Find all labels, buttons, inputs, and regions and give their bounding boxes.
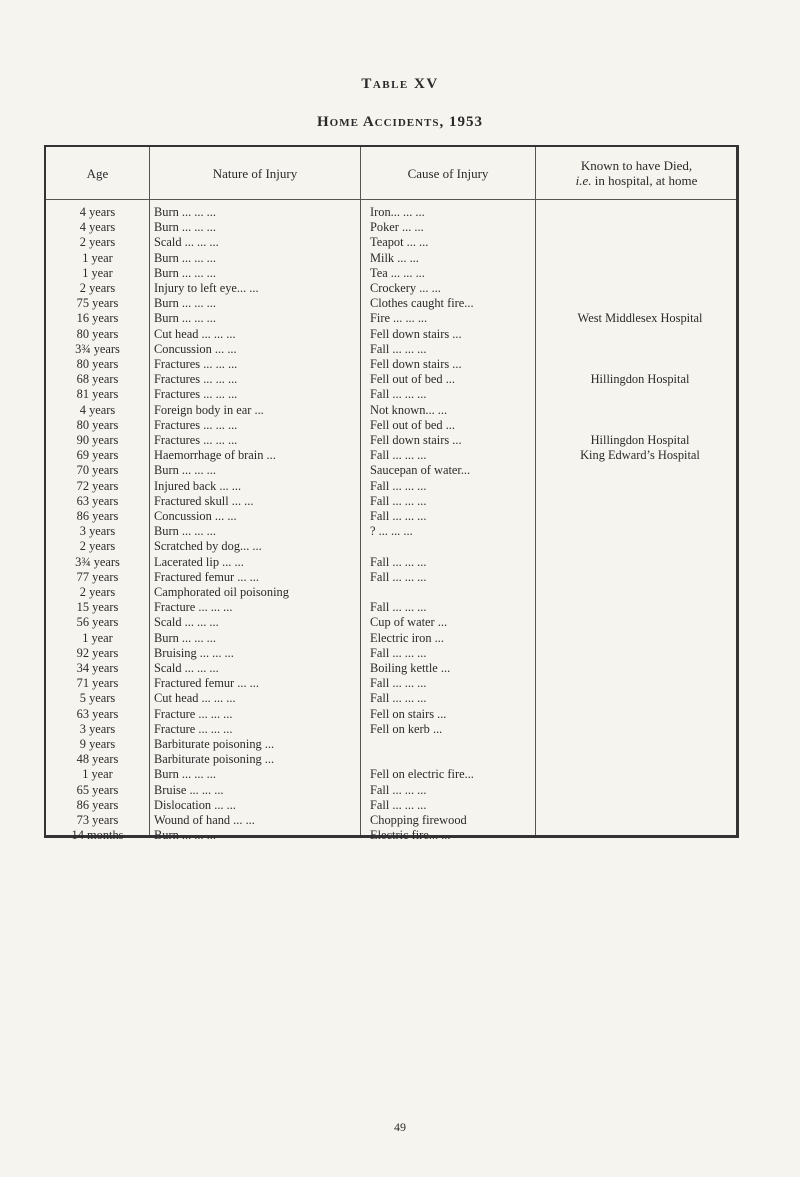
cell-age: 68 years [76, 372, 119, 387]
table-row [46, 494, 736, 509]
cell-nature-of-injury: Fractures ... ... ... [154, 357, 238, 371]
table-row [46, 661, 736, 676]
cell-nature-of-injury: Bruise ... ... ... [154, 782, 224, 797]
cell-nature-of-injury: Burn ... ... ... [154, 524, 216, 539]
table-row [46, 266, 736, 281]
cell-nature-of-injury: Burn ... ... ... [154, 311, 216, 326]
cell-nature-of-injury: Injury to left eye... ... [154, 281, 259, 295]
cell-cause-of-injury: Fell down stairs ... [370, 357, 462, 371]
cell-age: 90 years [76, 433, 119, 447]
cell-cause-of-injury: Iron... ... ... [370, 205, 425, 219]
cell-age: 5 years [79, 691, 116, 706]
cell-cause-of-injury: Fall ... ... ... [370, 387, 427, 402]
table-row [46, 448, 736, 463]
table-row [46, 707, 736, 722]
header-age: Age [86, 165, 109, 181]
cell-nature-of-injury: Bruising ... ... ... [154, 645, 234, 660]
cell-age: 3¾ years [75, 554, 120, 569]
cell-cause-of-injury: Fall ... ... ... [370, 600, 427, 615]
cell-nature-of-injury: Fractures ... ... ... [154, 372, 238, 387]
cell-age: 9 years [79, 737, 116, 751]
cell-age: 15 years [76, 600, 119, 615]
table-row [46, 463, 736, 478]
cell-nature-of-injury: Burn ... ... ... [154, 205, 216, 219]
cell-cause-of-injury: Fall ... ... ... [370, 341, 427, 356]
cell-cause-of-injury: Teapot ... ... [370, 235, 429, 250]
cell-cause-of-injury: Tea ... ... ... [370, 265, 425, 280]
table-row [46, 585, 736, 600]
cell-cause-of-injury: Fall ... ... ... [370, 448, 427, 463]
cell-nature-of-injury: Cut head ... ... ... [154, 326, 236, 341]
cell-nature-of-injury: Fracture ... ... ... [154, 600, 233, 615]
cell-cause-of-injury: Fall ... ... ... [370, 676, 427, 691]
cell-nature-of-injury: Fracture ... ... ... [154, 706, 233, 721]
cell-nature-of-injury: Foreign body in ear ... [154, 402, 264, 417]
cell-nature-of-injury: Wound of hand ... ... [154, 813, 255, 827]
cell-cause-of-injury: Fall ... ... ... [370, 493, 427, 508]
table-row [46, 372, 736, 387]
cell-nature-of-injury: Burn ... ... ... [154, 828, 216, 843]
cell-cause-of-injury: Fall ... ... ... [370, 797, 427, 812]
cell-cause-of-injury: Fell down stairs ... [370, 433, 462, 447]
cell-nature-of-injury: Burn ... ... ... [154, 220, 216, 235]
cell-age: 69 years [76, 448, 119, 463]
table-row [46, 798, 736, 813]
cell-age: 86 years [76, 509, 119, 523]
cell-nature-of-injury: Burn ... ... ... [154, 767, 216, 782]
table-row [46, 783, 736, 798]
cell-cause-of-injury: Electric fire... ... [370, 828, 451, 843]
table-row [46, 418, 736, 433]
cell-age: 2 years [79, 281, 116, 295]
cell-nature-of-injury: Scald ... ... ... [154, 661, 219, 675]
cell-cause-of-injury: Electric iron ... [370, 630, 444, 645]
cell-cause-of-injury: Fell out of bed ... [370, 372, 456, 387]
cell-age: 92 years [76, 645, 119, 660]
cell-age: 3 years [79, 524, 116, 539]
table-row [46, 767, 736, 782]
cell-nature-of-injury: Haemorrhage of brain ... [154, 448, 276, 463]
header-known-died [536, 147, 737, 199]
table-row [46, 615, 736, 630]
table-row [46, 479, 736, 494]
table-row [46, 251, 736, 266]
cell-nature-of-injury: Fractured skull ... ... [154, 493, 254, 508]
cell-cause-of-injury: Cup of water ... [370, 615, 448, 630]
cell-age: 72 years [76, 478, 119, 493]
table-row [46, 722, 736, 737]
table-row [46, 631, 736, 646]
cell-cause-of-injury: Not known... ... [370, 402, 448, 417]
header-ie: i.e. [575, 173, 592, 188]
header-known-died-rest: in hospital, at home [591, 173, 698, 188]
table-row [46, 524, 736, 539]
table-row [46, 676, 736, 691]
header-cause-of-injury: Cause of Injury [407, 165, 489, 181]
cell-cause-of-injury: Fire ... ... ... [370, 311, 428, 326]
cell-age: 65 years [76, 782, 119, 797]
cell-nature-of-injury: Lacerated lip ... ... [154, 554, 244, 569]
cell-nature-of-injury: Camphorated oil poisoning [154, 585, 289, 599]
table-subtitle: Home Accidents, 1953 [316, 114, 484, 130]
cell-cause-of-injury: Fall ... ... ... [370, 478, 427, 493]
table-row [46, 327, 736, 342]
table-row [46, 235, 736, 250]
cell-nature-of-injury: Concussion ... ... [154, 341, 237, 356]
table-row [46, 828, 736, 843]
cell-age: 1 year [82, 265, 113, 280]
table-row [46, 570, 736, 585]
cell-age: 2 years [79, 585, 116, 599]
cell-cause-of-injury: Fall ... ... ... [370, 554, 427, 569]
cell-nature-of-injury: Scald ... ... ... [154, 615, 219, 630]
table-row [46, 737, 736, 752]
table-row [46, 296, 736, 311]
table-row [46, 752, 736, 767]
cell-cause-of-injury: Fall ... ... ... [370, 782, 427, 797]
cell-cause-of-injury: Chopping firewood [370, 813, 467, 827]
cell-cause-of-injury: Fell out of bed ... [370, 417, 456, 432]
cell-age: 77 years [76, 569, 119, 584]
cell-cause-of-injury: ? ... ... ... [370, 524, 413, 539]
cell-cause-of-injury: Fell down stairs ... [370, 326, 462, 341]
table-row [46, 555, 736, 570]
home-accidents-table [44, 145, 739, 843]
cell-age: 71 years [76, 676, 119, 691]
table-row [46, 433, 736, 448]
cell-age: 2 years [79, 235, 116, 250]
cell-nature-of-injury: Dislocation ... ... [154, 797, 236, 812]
cell-cause-of-injury: Fell on electric fire... [370, 767, 474, 782]
cell-age: 2 years [79, 539, 116, 554]
cell-age: 81 years [76, 387, 119, 402]
cell-cause-of-injury: Poker ... ... [370, 220, 424, 235]
cell-age: 63 years [76, 493, 119, 508]
cell-age: 34 years [76, 661, 119, 675]
cell-cause-of-injury: Fall ... ... ... [370, 509, 427, 523]
cell-age: 1 year [82, 630, 113, 645]
cell-age: 86 years [76, 797, 119, 812]
table-title: Table XV [361, 76, 439, 92]
cell-known-died: Hillingdon Hospital [590, 372, 690, 387]
cell-age: 4 years [79, 205, 116, 219]
cell-age: 14 months [71, 828, 124, 843]
cell-nature-of-injury: Cut head ... ... ... [154, 691, 236, 706]
cell-nature-of-injury: Fractures ... ... ... [154, 417, 238, 432]
cell-nature-of-injury: Fractured femur ... ... [154, 676, 259, 691]
cell-age: 80 years [76, 417, 119, 432]
cell-nature-of-injury: Scratched by dog... ... [154, 539, 262, 554]
cell-nature-of-injury: Fracture ... ... ... [154, 721, 233, 736]
cell-age: 80 years [76, 326, 119, 341]
table-row [46, 509, 736, 524]
cell-cause-of-injury: Crockery ... ... [370, 281, 441, 295]
cell-nature-of-injury: Burn ... ... ... [154, 630, 216, 645]
cell-nature-of-injury: Burn ... ... ... [154, 250, 216, 265]
table-row [46, 600, 736, 615]
cell-known-died: Hillingdon Hospital [590, 433, 690, 447]
cell-age: 56 years [76, 615, 119, 630]
cell-age: 3 years [79, 721, 116, 736]
table-row [46, 342, 736, 357]
table-row [46, 813, 736, 828]
cell-nature-of-injury: Burn ... ... ... [154, 463, 216, 478]
cell-age: 4 years [79, 220, 116, 235]
cell-nature-of-injury: Scald ... ... ... [154, 235, 219, 250]
table-row [46, 220, 736, 235]
cell-cause-of-injury: Boiling kettle ... [370, 661, 451, 675]
cell-cause-of-injury: Fall ... ... ... [370, 569, 427, 584]
cell-age: 4 years [79, 402, 116, 417]
table-row [46, 281, 736, 296]
cell-age: 73 years [76, 813, 119, 827]
table-row [46, 646, 736, 661]
cell-age: 16 years [76, 311, 119, 326]
cell-age: 1 year [82, 250, 113, 265]
cell-age: 63 years [76, 706, 119, 721]
header-nature-of-injury: Nature of Injury [212, 165, 298, 181]
table-row [46, 357, 736, 372]
cell-cause-of-injury: Fell on stairs ... [370, 706, 447, 721]
header-known-died-line1: Known to have Died, [580, 158, 693, 173]
cell-nature-of-injury: Fractured femur ... ... [154, 569, 259, 584]
cell-nature-of-injury: Barbiturate poisoning ... [154, 737, 275, 751]
cell-nature-of-injury: Barbiturate poisoning ... [154, 752, 275, 767]
table-row [46, 311, 736, 326]
cell-cause-of-injury: Saucepan of water... [370, 463, 471, 478]
page-number: 49 [394, 1120, 406, 1134]
table-row [46, 205, 736, 220]
cell-known-died: West Middlesex Hospital [577, 311, 703, 326]
header-known-died-line2 [576, 173, 698, 188]
cell-nature-of-injury: Fractures ... ... ... [154, 387, 238, 402]
cell-age: 3¾ years [75, 341, 120, 356]
table-row [46, 387, 736, 402]
cell-nature-of-injury: Injured back ... ... [154, 478, 242, 493]
header-divider [46, 199, 736, 200]
table-row [46, 403, 736, 418]
cell-known-died: King Edward’s Hospital [580, 448, 700, 463]
cell-age: 70 years [76, 463, 119, 478]
cell-cause-of-injury: Milk ... ... [370, 250, 419, 265]
cell-cause-of-injury: Fall ... ... ... [370, 645, 427, 660]
cell-age: 80 years [76, 357, 119, 371]
cell-cause-of-injury: Fell on kerb ... [370, 721, 443, 736]
cell-age: 1 year [82, 767, 113, 782]
cell-cause-of-injury: Clothes caught fire... [370, 296, 474, 311]
cell-age: 75 years [76, 296, 119, 311]
cell-nature-of-injury: Burn ... ... ... [154, 265, 216, 280]
cell-nature-of-injury: Concussion ... ... [154, 509, 237, 523]
cell-age: 48 years [76, 752, 119, 767]
cell-cause-of-injury: Fall ... ... ... [370, 691, 427, 706]
cell-nature-of-injury: Burn ... ... ... [154, 296, 216, 311]
table-row [46, 691, 736, 706]
table-row [46, 539, 736, 554]
cell-nature-of-injury: Fractures ... ... ... [154, 433, 238, 447]
